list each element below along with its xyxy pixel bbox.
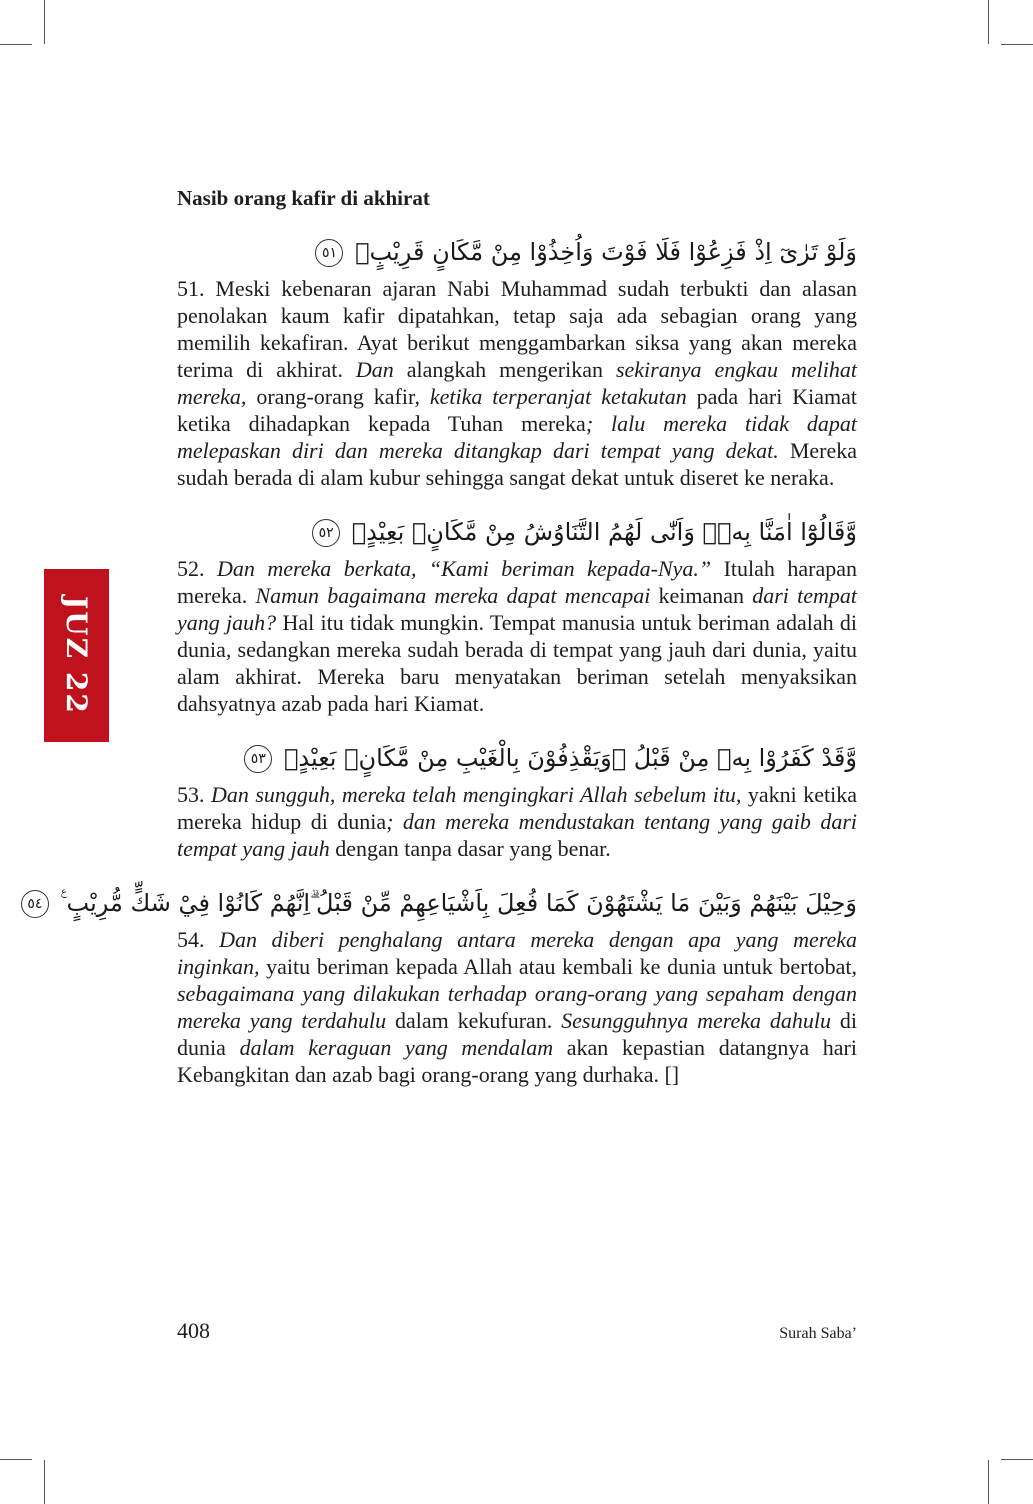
ayah-block [27, 880, 858, 1088]
verse-number-marker: ٥٤ [21, 890, 49, 918]
translation-paragraph [177, 275, 857, 491]
italic-translation-run: Sesungguhnya mereka dahulu [561, 1008, 832, 1033]
ayah-block [177, 509, 857, 717]
arabic-verse [177, 735, 857, 781]
juz-label: JUZ 22 [60, 596, 93, 715]
italic-translation-run: dalam keraguan yang mendalam [239, 1035, 554, 1060]
italic-translation-run: ; dan mereka mendustakan tentang yang gaib dari tempat yang jauh [177, 809, 857, 861]
translation-paragraph [177, 555, 857, 717]
italic-translation-run: Namun bagaimana mereka dapat mencapai [255, 583, 651, 608]
italic-translation-run: sebagaimana yang dilakukan terhadap orang-orang yang sepaham dengan mereka yang terdahulu [177, 981, 857, 1033]
ayah-block [177, 735, 857, 862]
arabic-verse-text: وَلَوْ تَرٰىٓ اِذْ فَزِعُوْا فَلَا فَوْتَ وَاُخِذُوْا مِنْ مَّكَانٍ قَرِيْبٍۙ [355, 238, 857, 266]
running-title: Surah Saba’ [779, 1325, 857, 1342]
italic-translation-run: ketika terperanjat ketakutan [429, 384, 687, 409]
commentary-run: yakni ketika mereka hidup di dunia [177, 782, 858, 834]
commentary-run: alangkah mengerikan [393, 357, 616, 382]
italic-translation-run: Dan mereka berkata, “Kami beriman kepada-Nya.” [216, 556, 712, 581]
commentary-run: dalam kekufuran. [386, 1008, 562, 1033]
commentary-run: 52. [177, 556, 217, 581]
crop-mark-top-left [44, 0, 45, 44]
commentary-run: akan kepastian datangnya hari Kebangkitan dan azab bagi orang-orang yang durhaka. [] [177, 1035, 857, 1087]
italic-translation-run: dari tempat yang jauh? [177, 583, 857, 635]
crop-mark-bottom-right [988, 1460, 989, 1504]
arabic-verse-text: وَّقَالُوْٓا اٰمَنَّا بِهٖۚ وَاَنّٰى لَهُمُ التَّنَاوُشُ مِنْ مَّكَانٍۢ بَعِيْدٍۚ [351, 518, 857, 546]
commentary-run: 53. [177, 782, 211, 807]
crop-mark-top-right-h [1001, 44, 1033, 45]
italic-translation-run: Dan sungguh, mereka telah mengingkari Allah sebelum itu, [210, 782, 742, 807]
verse-number-marker: ٥٣ [244, 745, 272, 773]
verse-number-marker: ٥١ [315, 239, 343, 267]
arabic-verse-text: وَحِيْلَ بَيْنَهُمْ وَبَيْنَ مَا يَشْتَهُوْنَ كَمَا فُعِلَ بِاَشْيَاعِهِمْ مِّنْ قَبْلُ ۗاِنَّهُمْ كَانُوْا فِيْ شَكٍّ مُّرِيْبٍ ࣖ [60, 889, 857, 917]
arabic-verse [177, 509, 857, 555]
crop-mark-top-right [988, 0, 989, 44]
arabic-verse [27, 880, 857, 926]
commentary-run: dengan tanpa dasar yang benar. [329, 836, 611, 861]
crop-mark-bottom-left [44, 1460, 45, 1504]
juz-side-tab [44, 569, 109, 742]
page-number: 408 [177, 1318, 210, 1343]
crop-mark-bottom-right-h [1001, 1459, 1033, 1460]
translation-paragraph [177, 781, 857, 862]
commentary-run: orang-orang kafir, [246, 384, 430, 409]
italic-translation-run: Dan diberi penghalang antara mereka dengan apa yang mereka inginkan, [177, 927, 858, 979]
translation-paragraph [177, 926, 857, 1088]
crop-mark-bottom-left-h [0, 1459, 32, 1460]
italic-translation-run: Dan [355, 357, 394, 382]
section-heading: Nasib orang kafir di akhirat [177, 186, 430, 210]
commentary-run: yaitu beriman kepada Allah atau kembali ke dunia untuk bertobat, [259, 954, 857, 979]
commentary-run: 54. [177, 927, 220, 952]
commentary-run: 51. Meski kebenaran ajaran Nabi Muhammad sudah terbukti dan alasan penolakan kaum kafir dipatahkan, tetap saja ada sebagian orang yang memilih kekafiran. Ayat berikut menggambarkan siksa yang akan mereka terima di akhirat. [177, 276, 857, 382]
ayah-block [177, 229, 857, 491]
arabic-verse-text: وَّقَدْ كَفَرُوْا بِهٖ مِنْ قَبْلُ ۚوَيَقْذِفُوْنَ بِالْغَيْبِ مِنْ مَّكَانٍۢ بَعِيْدٍۚ [283, 744, 857, 772]
crop-mark-top-left-h [0, 44, 32, 45]
commentary-run: pada hari Kiamat ketika dihadapkan kepada Tuhan mereka [177, 384, 857, 436]
commentary-run: Mereka sudah berada di alam kubur sehingga sangat dekat untuk diseret ke neraka. [177, 438, 858, 490]
verse-number-marker: ٥٢ [312, 519, 340, 547]
commentary-run: keimanan [650, 583, 753, 608]
commentary-run: Hal itu tidak mungkin. Tempat manusia untuk beriman adalah di dunia, sedangkan mereka sudah berada di tempat yang jauh dari dunia, yaitu alam akhirat. Mereka baru menyatakan beriman setelah menyaksikan dahsyatnya azab pada hari Kiamat. [177, 610, 857, 716]
italic-translation-run: sekiranya engkau melihat mereka, [177, 357, 857, 409]
commentary-run: di dunia [177, 1008, 857, 1060]
arabic-verse [177, 229, 857, 275]
italic-translation-run: ; lalu mereka tidak dapat melepaskan diri dan mereka ditangkap dari tempat yang dekat. [177, 411, 857, 463]
commentary-run: Itulah harapan mereka. [177, 556, 858, 608]
